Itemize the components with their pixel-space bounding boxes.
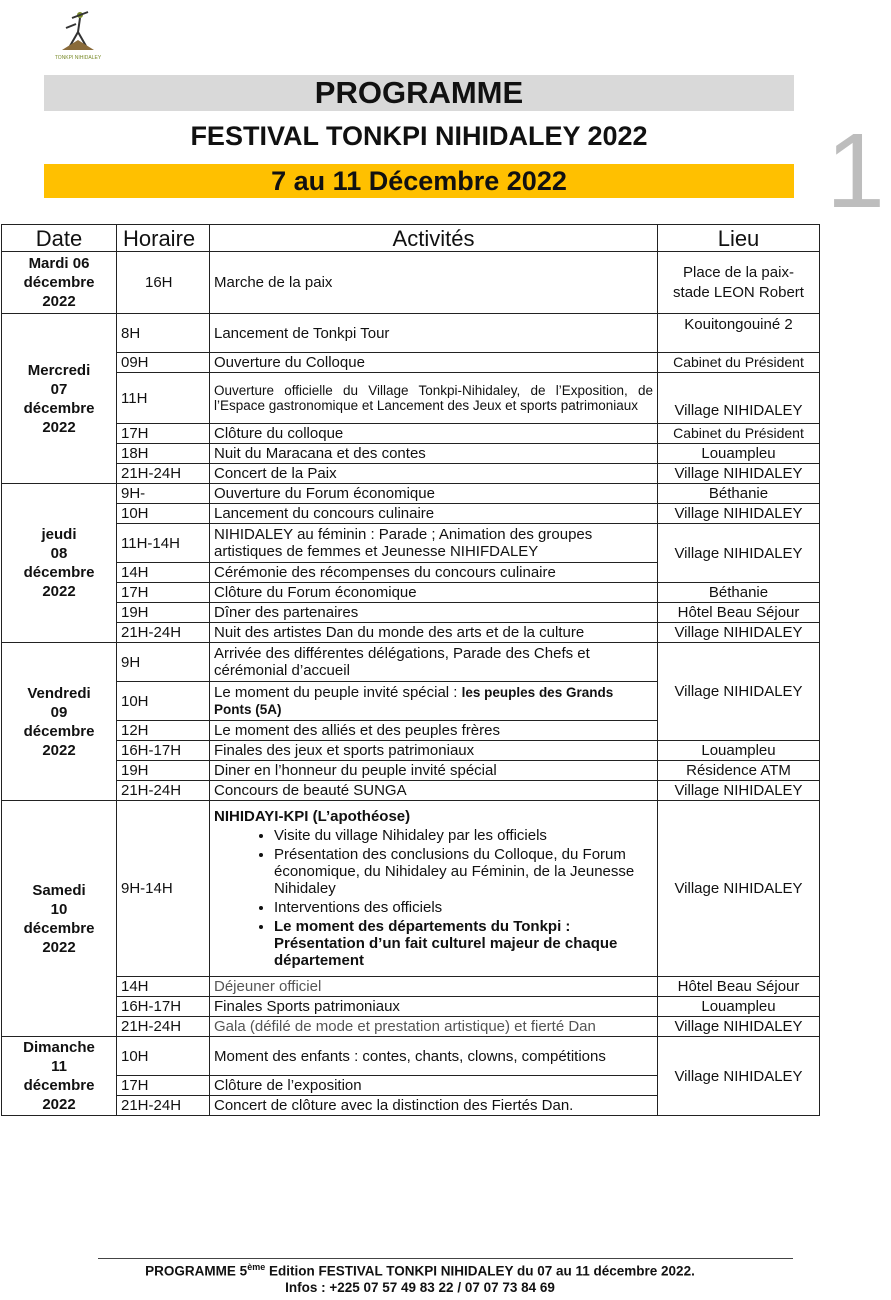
activity-cell: Moment des enfants : contes, chants, clowns, compétitions [210, 1037, 658, 1076]
table-row [2, 1017, 820, 1037]
place-cell: Village NIHIDALEY [658, 373, 820, 424]
festival-dates: 7 au 11 Décembre 2022 [44, 164, 794, 198]
activity-cell: Clôture du colloque [210, 424, 658, 444]
place-cell: Cabinet du Président [658, 353, 820, 373]
activity-cell: Concert de la Paix [210, 464, 658, 484]
table-row [2, 314, 820, 353]
table-row [2, 781, 820, 801]
activity-cell: Finales des jeux et sports patrimoniaux [210, 741, 658, 761]
time-cell: 16H-17H [117, 997, 210, 1017]
table-row [2, 761, 820, 781]
table-row [2, 801, 820, 977]
activity-cell: Clôture du Forum économique [210, 583, 658, 603]
place-cell: Kouitongouiné 2 [658, 314, 820, 353]
header-date: Date [2, 225, 117, 252]
place-cell: Village NIHIDALEY [658, 643, 820, 741]
activity-cell: Ouverture officielle du Village Tonkpi-Nihidaley, de l’Exposition, de l’Espace gastronomique et Lancement des Jeux et sports patrimoniaux [210, 373, 658, 424]
footer-divider [98, 1258, 793, 1259]
place-cell: Cabinet du Président [658, 424, 820, 444]
activity-cell: Dîner des partenaires [210, 603, 658, 623]
time-cell: 14H [117, 563, 210, 583]
footer-edition [0, 1262, 840, 1279]
place-cell: Village NIHIDALEY [658, 464, 820, 484]
time-cell: 14H [117, 977, 210, 997]
page-number: 1 [826, 112, 885, 230]
table-row [2, 464, 820, 484]
table-row [2, 484, 820, 504]
time-cell: 10H [117, 1037, 210, 1076]
place-cell: Place de la paix- stade LEON Robert [658, 252, 820, 314]
place-cell: Résidence ATM [658, 761, 820, 781]
activity-cell: NIHIDALEY au féminin : Parade ; Animation des groupes artistiques de femmes et Jeunesse NIHIFDALEY [210, 524, 658, 563]
place-cell: Village NIHIDALEY [658, 1037, 820, 1116]
table-row [2, 1037, 820, 1076]
activity-cell: Concert de clôture avec la distinction des Fiertés Dan. [210, 1096, 658, 1116]
table-row [2, 583, 820, 603]
time-cell: 9H [117, 643, 210, 682]
page-title: PROGRAMME [44, 75, 794, 111]
table-row [2, 524, 820, 563]
header-place: Lieu [658, 225, 820, 252]
place-cell: Louampleu [658, 444, 820, 464]
table-row [2, 504, 820, 524]
activity-cell: Le moment des alliés et des peuples frères [210, 721, 658, 741]
activity-cell: Marche de la paix [210, 252, 658, 314]
place-cell: Village NIHIDALEY [658, 801, 820, 977]
day-cell: Vendredi 09 décembre 2022 [2, 643, 117, 801]
footer-prefix: PROGRAMME 5 [145, 1263, 248, 1279]
time-cell: 21H-24H [117, 1017, 210, 1037]
time-cell: 21H-24H [117, 464, 210, 484]
time-cell: 21H-24H [117, 623, 210, 643]
time-cell: 8H [117, 314, 210, 353]
place-cell: Village NIHIDALEY [658, 623, 820, 643]
table-header-row [2, 225, 820, 252]
time-cell: 9H-14H [117, 801, 210, 977]
list-item: • Le moment des départements du Tonkpi : Présentation d’un fait culturel majeur de chaque département [274, 918, 653, 969]
activity-text: Le moment du peuple invité spécial : [214, 684, 462, 701]
day-cell: jeudi 08 décembre 2022 [2, 484, 117, 643]
header-activity: Activités [210, 225, 658, 252]
activity-cell: Lancement du concours culinaire [210, 504, 658, 524]
day-cell: Dimanche 11 décembre 2022 [2, 1037, 117, 1116]
table-row [2, 623, 820, 643]
place-cell: Béthanie [658, 583, 820, 603]
time-cell: 11H-14H [117, 524, 210, 563]
footer-sup: ème [247, 1262, 266, 1272]
svg-text:TONKPI NIHIDALEY: TONKPI NIHIDALEY [54, 55, 102, 61]
table-row [2, 424, 820, 444]
place-cell: Louampleu [658, 741, 820, 761]
activity-cell: Cérémonie des récompenses du concours culinaire [210, 563, 658, 583]
activity-cell: Déjeuner officiel [210, 977, 658, 997]
place-cell: Village NIHIDALEY [658, 781, 820, 801]
activity-cell: Ouverture du Forum économique [210, 484, 658, 504]
apotheose-list [214, 827, 653, 969]
time-cell: 17H [117, 1076, 210, 1096]
time-cell: 09H [117, 353, 210, 373]
header-time: Horaire [117, 225, 210, 252]
programme-table [1, 224, 820, 1116]
time-cell: 18H [117, 444, 210, 464]
activity-cell: Ouverture du Colloque [210, 353, 658, 373]
table-row [2, 373, 820, 424]
time-cell: 16H [117, 252, 210, 314]
footer-contact: Infos : +225 07 57 49 83 22 / 07 07 73 84 69 [285, 1280, 555, 1295]
day-cell: Mardi 06 décembre 2022 [2, 252, 117, 314]
time-cell: 12H [117, 721, 210, 741]
time-cell: 11H [117, 373, 210, 424]
time-cell: 16H-17H [117, 741, 210, 761]
place-cell: Louampleu [658, 997, 820, 1017]
list-item: • Interventions des officiels [274, 899, 653, 916]
festival-name: FESTIVAL TONKPI NIHIDALEY 2022 [190, 121, 648, 151]
place-cell: Village NIHIDALEY [658, 524, 820, 583]
list-item: • Visite du village Nihidaley par les officiels [274, 827, 653, 844]
time-cell: 17H [117, 424, 210, 444]
apotheose-title: NIHIDAYI-KPI (L’apothéose) [214, 807, 411, 825]
activity-cell: Arrivée des différentes délégations, Parade des Chefs et cérémonial d’accueil [210, 643, 658, 682]
place-cell: Village NIHIDALEY [658, 504, 820, 524]
table-row [2, 603, 820, 623]
activity-bold-text: les peuples des Grands Ponts (5A) [214, 685, 614, 717]
time-cell: 9H- [117, 484, 210, 504]
activity-cell: Finales Sports patrimoniaux [210, 997, 658, 1017]
day-cell: Mercredi 07 décembre 2022 [2, 314, 117, 484]
festival-logo [52, 6, 104, 62]
activity-cell [210, 801, 658, 977]
activity-cell: Nuit des artistes Dan du monde des arts et de la culture [210, 623, 658, 643]
time-cell: 21H-24H [117, 781, 210, 801]
place-cell: Béthanie [658, 484, 820, 504]
place-cell: Village NIHIDALEY [658, 1017, 820, 1037]
table-row [2, 997, 820, 1017]
table-row [2, 252, 820, 314]
activity-cell [210, 682, 658, 721]
place-cell: Hôtel Beau Séjour [658, 977, 820, 997]
table-row [2, 741, 820, 761]
activity-cell: Diner en l’honneur du peuple invité spécial [210, 761, 658, 781]
time-cell: 19H [117, 761, 210, 781]
time-cell: 10H [117, 682, 210, 721]
table-row [2, 977, 820, 997]
day-cell: Samedi 10 décembre 2022 [2, 801, 117, 1037]
table-row [2, 643, 820, 682]
time-cell: 17H [117, 583, 210, 603]
activity-cell: Gala (défilé de mode et prestation artistique) et fierté Dan [210, 1017, 658, 1037]
activity-cell: Concours de beauté SUNGA [210, 781, 658, 801]
table-row [2, 353, 820, 373]
time-cell: 21H-24H [117, 1096, 210, 1116]
activity-cell: Lancement de Tonkpi Tour [210, 314, 658, 353]
footer-suffix: Edition FESTIVAL TONKPI NIHIDALEY du 07 au 11 décembre 2022. [265, 1263, 695, 1279]
place-cell: Hôtel Beau Séjour [658, 603, 820, 623]
time-cell: 10H [117, 504, 210, 524]
time-cell: 19H [117, 603, 210, 623]
list-item: • Présentation des conclusions du Colloque, du Forum économique, du Nihidaley au Féminin, de la Jeunesse Nihidaley [274, 846, 653, 897]
activity-cell: Nuit du Maracana et des contes [210, 444, 658, 464]
activity-cell: Clôture de l’exposition [210, 1076, 658, 1096]
table-row [2, 444, 820, 464]
